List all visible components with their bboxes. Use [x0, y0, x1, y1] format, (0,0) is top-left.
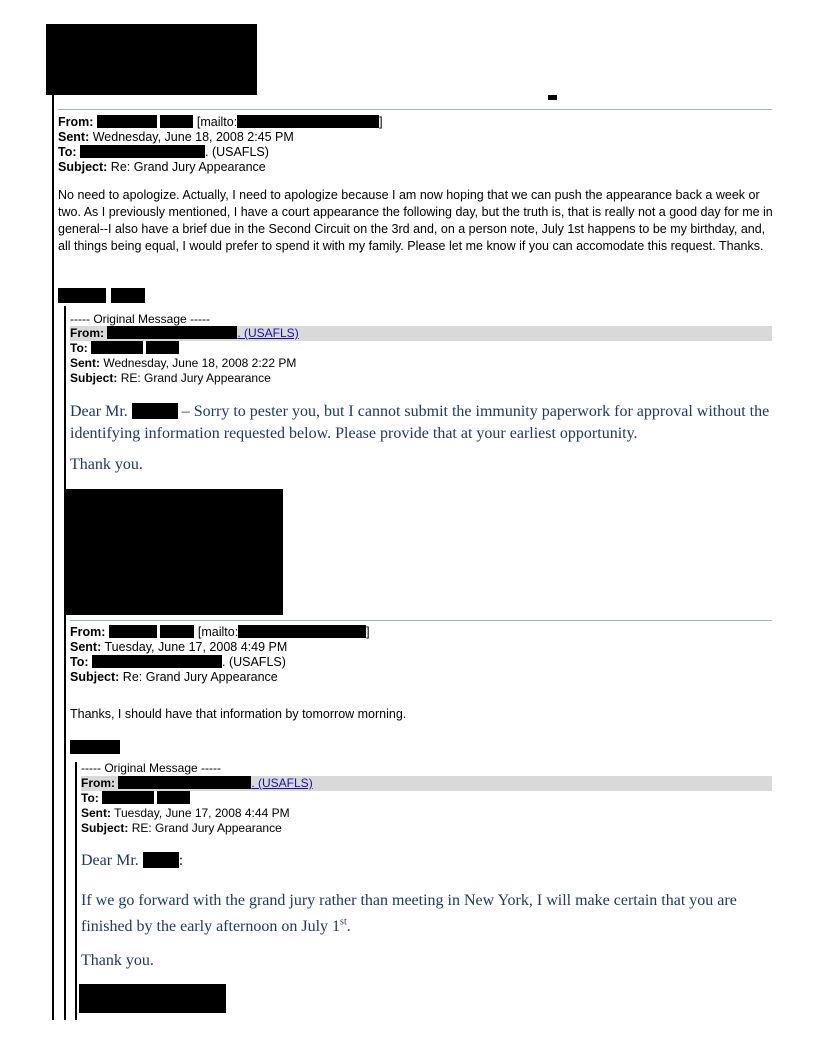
- email4-sent: Sent: Tuesday, June 17, 2008 4:44 PM: [81, 806, 290, 820]
- email4-body: If we go forward with the grand jury rather than meeting in New York, I will make certain that you are finished by the early afternoon on July 1st.: [81, 892, 737, 935]
- email3-to: To: . (USAFLS): [70, 655, 286, 669]
- email-separator-1: [58, 109, 772, 110]
- email4-from-link[interactable]: . (USAFLS): [251, 776, 313, 790]
- quote-bar-level-0: [52, 95, 54, 1020]
- email-separator-3: [70, 620, 772, 621]
- email2-original-message: ----- Original Message -----: [70, 312, 211, 326]
- email2-sent: Sent: Wednesday, June 18, 2008 2:22 PM: [70, 356, 297, 370]
- email3-header: [70, 625, 370, 685]
- email4-thanks: Thank you.: [81, 952, 154, 969]
- email3-body: Thanks, I should have that information by tomorrow morning.: [70, 707, 407, 721]
- email1-header: [58, 115, 383, 175]
- email2-from: From: . (USAFLS): [70, 326, 299, 340]
- email3-from: From: [mailto: ]: [70, 625, 370, 639]
- email4-body-superscript: st: [340, 916, 347, 928]
- email2-header: [70, 326, 299, 386]
- email3-sent: Sent: Tuesday, June 17, 2008 4:49 PM: [70, 640, 288, 654]
- quote-bar-level-2: [75, 762, 77, 1020]
- redaction-signature-1b: [111, 288, 145, 303]
- redaction-signature-4: [79, 984, 226, 1013]
- email1-body: No need to apologize. Actually, I need to apologize because I am now hoping that we can push the appearance back a week or two. As I previously mentioned, I have a court appearance the following day, but the truth is, that is really not a good day for me in general--I also have a brief due in the Second Circuit on the 3rd and, on a person note, July 1st happens to be my birthday, and, all things being equal, I would prefer to spend it with my family. Please let me know if you can accomodate this request. Thanks.: [58, 188, 773, 253]
- email1-to: To: . (USAFLS): [58, 145, 269, 159]
- redaction-header-block: [46, 24, 257, 95]
- email4-subject: Subject: RE: Grand Jury Appearance: [81, 821, 282, 835]
- email1-sent: Sent: Wednesday, June 18, 2008 2:45 PM: [58, 130, 294, 144]
- email2-body: Dear Mr. – Sorry to pester you, but I cannot submit the immunity paperwork for approval without the identifying information requested below. Please provide that at your earliest opportunity.: [70, 403, 770, 442]
- email3-subject: Subject: Re: Grand Jury Appearance: [70, 670, 278, 684]
- redaction-signature-3: [70, 740, 120, 754]
- redaction-signature-2: [64, 489, 283, 615]
- email4-salutation: Dear Mr. :: [81, 852, 184, 869]
- email2-subject: Subject: RE: Grand Jury Appearance: [70, 371, 271, 385]
- email2-thanks: Thank you.: [70, 456, 143, 473]
- email1-subject: Subject: Re: Grand Jury Appearance: [58, 160, 266, 174]
- email4-header: [81, 776, 313, 836]
- redaction-mark-small: [548, 95, 557, 100]
- email2-to: To:: [70, 341, 299, 356]
- email1-from: From: [mailto: ]: [58, 115, 383, 129]
- redaction-signature-1a: [58, 288, 106, 303]
- email2-from-link[interactable]: . (USAFLS): [237, 326, 299, 340]
- quote-bar-level-1: [64, 306, 66, 1020]
- email4-original-message: ----- Original Message -----: [81, 761, 222, 775]
- email4-from: From: . (USAFLS): [81, 776, 313, 790]
- email4-to: To:: [81, 791, 313, 806]
